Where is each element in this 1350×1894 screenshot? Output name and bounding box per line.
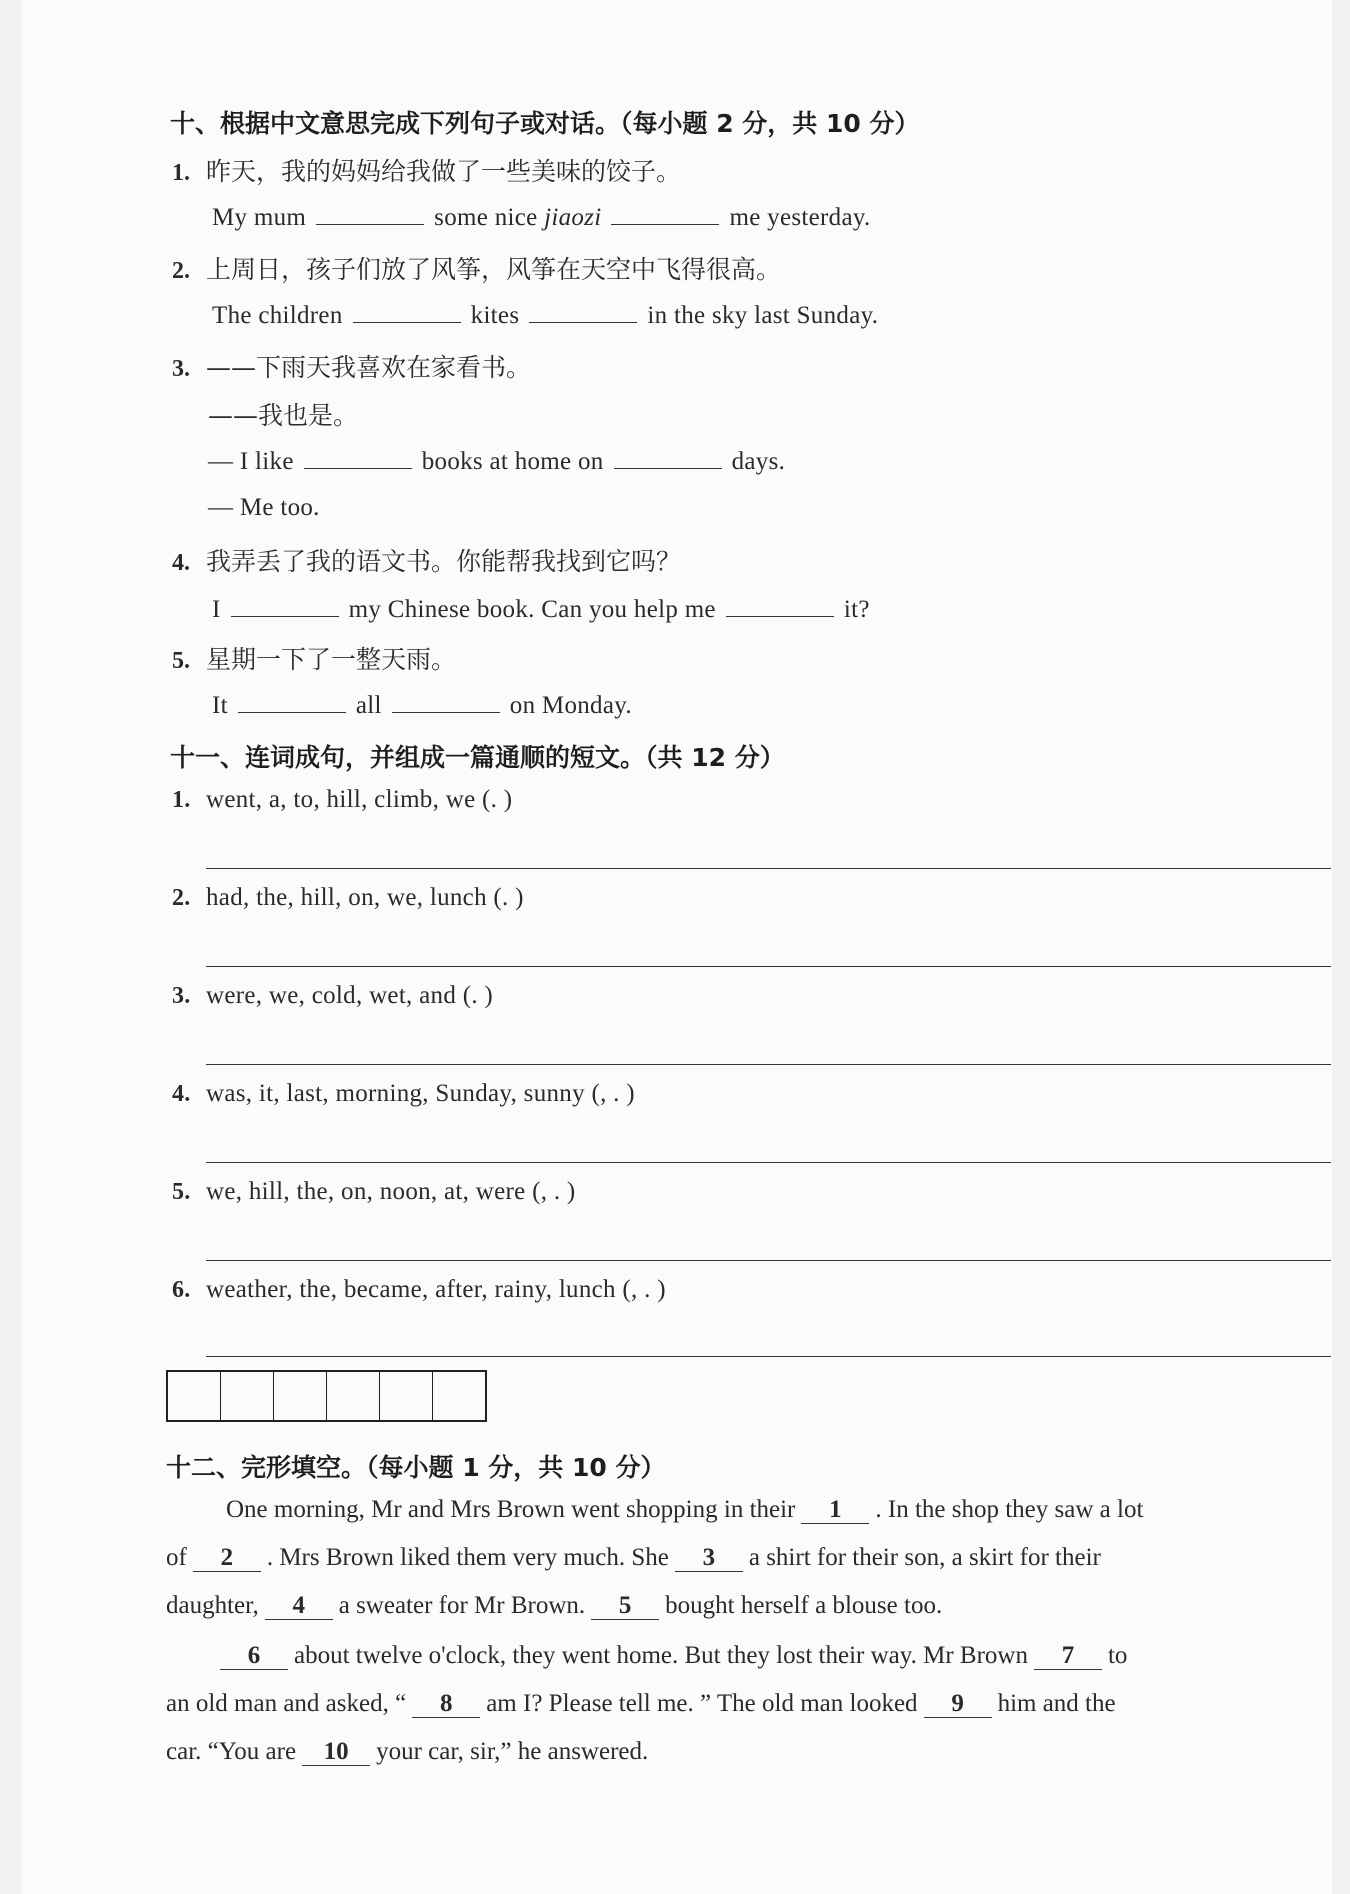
- text: bought herself a blouse too.: [665, 1592, 943, 1619]
- s11-q4-answer-line[interactable]: [206, 1162, 1331, 1163]
- s11-q5-answer-line[interactable]: [206, 1260, 1331, 1261]
- s10-q1-num: 1.: [172, 160, 190, 186]
- s10-q5-num: 5.: [172, 648, 190, 674]
- text: of: [166, 1544, 187, 1571]
- cloze-blank-3[interactable]: 3: [675, 1545, 743, 1572]
- text: It: [212, 692, 228, 719]
- answer-blank[interactable]: [231, 594, 339, 617]
- cloze-blank-2[interactable]: 2: [193, 1545, 261, 1572]
- s11-q3-words: were, we, cold, wet, and (. ): [206, 982, 494, 1009]
- worksheet-page: [22, 0, 1332, 1894]
- s11-q2: [172, 884, 524, 912]
- s11-q6-words: weather, the, became, after, rainy, lunch (, . ): [206, 1276, 666, 1303]
- text: kites: [470, 302, 520, 329]
- text: jiaozi: [544, 204, 602, 231]
- s11-q6-answer-line[interactable]: [206, 1356, 1331, 1357]
- order-box[interactable]: [168, 1372, 221, 1420]
- answer-blank[interactable]: [614, 446, 722, 469]
- s11-q2-answer-line[interactable]: [206, 966, 1331, 967]
- order-box[interactable]: [327, 1372, 380, 1420]
- cloze-blank-9[interactable]: 9: [924, 1691, 992, 1718]
- cloze-line-3: [166, 1592, 1332, 1620]
- section-10-title: 十、根据中文意思完成下列句子或对话。（每小题 2 分，共 10 分）: [170, 109, 920, 138]
- answer-blank[interactable]: [529, 300, 637, 323]
- s11-q1: [172, 786, 512, 814]
- s10-q5-chinese: 星期一下了一整天雨。: [206, 645, 457, 674]
- section-12-title: 十二、完形填空。（每小题 1 分，共 10 分）: [166, 1453, 666, 1482]
- text: to: [1107, 1642, 1128, 1669]
- text: a shirt for their son, a skirt for their: [748, 1544, 1101, 1571]
- s11-q5: [172, 1178, 576, 1206]
- cloze-blank-7[interactable]: 7: [1034, 1643, 1102, 1670]
- text: in the sky last Sunday.: [647, 302, 879, 329]
- s11-q2-num: 2.: [172, 885, 191, 911]
- text: My mum: [212, 204, 307, 231]
- text: car. “You are: [166, 1738, 297, 1765]
- s10-q4-chinese: 我弄丢了我的语文书。你能帮我找到它吗？: [206, 547, 682, 576]
- text: him and the: [997, 1690, 1116, 1717]
- text: me yesterday.: [729, 204, 871, 231]
- s11-q1-num: 1.: [172, 787, 191, 813]
- answer-blank[interactable]: [611, 202, 719, 225]
- s11-q4-num: 4.: [172, 1081, 191, 1107]
- s10-q1-chinese: 昨天，我的妈妈给我做了一些美味的饺子。: [206, 157, 682, 186]
- s10-q3-zh: [172, 348, 531, 384]
- s11-q1-answer-line[interactable]: [206, 868, 1331, 869]
- s10-q5-zh: [172, 640, 456, 676]
- text: I: [212, 596, 221, 623]
- text: . Mrs Brown liked them very much. She: [266, 1544, 669, 1571]
- s11-q3: [172, 982, 493, 1010]
- text: One morning, Mr and Mrs Brown went shopping in their: [226, 1496, 796, 1523]
- cloze-blank-10[interactable]: 10: [302, 1739, 370, 1766]
- s11-q4-words: was, it, last, morning, Sunday, sunny (, . ): [206, 1080, 635, 1107]
- cloze-blank-8[interactable]: 8: [412, 1691, 480, 1718]
- answer-blank[interactable]: [238, 690, 346, 713]
- cloze-blank-4[interactable]: 4: [265, 1593, 333, 1620]
- text: days.: [731, 448, 786, 475]
- s11-q1-words: went, a, to, hill, climb, we (. ): [206, 786, 513, 813]
- text: am I? Please tell me. ” The old man looked: [486, 1690, 918, 1717]
- answer-blank[interactable]: [726, 594, 834, 617]
- s10-q5-en: [212, 690, 632, 720]
- text: it?: [843, 596, 870, 623]
- section-11-title: 十一、连词成句，并组成一篇通顺的短文。（共 12 分）: [170, 743, 785, 772]
- order-box[interactable]: [221, 1372, 274, 1420]
- s11-q3-num: 3.: [172, 983, 191, 1009]
- s11-q6-num: 6.: [172, 1277, 191, 1303]
- s11-q3-answer-line[interactable]: [206, 1064, 1331, 1065]
- order-box[interactable]: [274, 1372, 327, 1420]
- answer-order-boxes: [166, 1370, 487, 1422]
- text: . In the shop they saw a lot: [875, 1496, 1144, 1523]
- cloze-blank-6[interactable]: 6: [220, 1643, 288, 1670]
- s11-q4: [172, 1080, 635, 1108]
- order-box[interactable]: [380, 1372, 433, 1420]
- s11-q5-num: 5.: [172, 1179, 191, 1205]
- s10-q3-chinese: ——下雨天我喜欢在家看书。: [206, 353, 532, 382]
- text: my Chinese book. Can you help me: [348, 596, 716, 623]
- cloze-line-4: [220, 1642, 1350, 1670]
- text: daughter,: [166, 1592, 259, 1619]
- text: all: [355, 692, 382, 719]
- text: on Monday.: [509, 692, 632, 719]
- order-box[interactable]: [433, 1372, 485, 1420]
- s11-q6: [172, 1276, 666, 1304]
- answer-blank[interactable]: [304, 446, 412, 469]
- s10-q3-en: [208, 446, 785, 476]
- s10-q2-zh: [172, 250, 781, 286]
- answer-blank[interactable]: [392, 690, 500, 713]
- cloze-blank-5[interactable]: 5: [591, 1593, 659, 1620]
- s10-q3-num: 3.: [172, 356, 190, 382]
- s10-q4-en: [212, 594, 870, 624]
- text: about twelve o'clock, they went home. But they lost their way. Mr Brown: [294, 1642, 1028, 1669]
- s10-q2-chinese: 上周日，孩子们放了风筝，风筝在天空中飞得很高。: [206, 255, 782, 284]
- cloze-line-6: [166, 1738, 1332, 1766]
- s10-q4-num: 4.: [172, 550, 190, 576]
- text: some nice: [434, 204, 545, 231]
- cloze-blank-1[interactable]: 1: [801, 1497, 869, 1524]
- s10-q2-en: [212, 300, 878, 330]
- text: an old man and asked, “: [166, 1690, 407, 1717]
- s10-q1-zh: [172, 152, 681, 188]
- s11-q5-words: we, hill, the, on, noon, at, were (, . ): [206, 1178, 576, 1205]
- text: a sweater for Mr Brown.: [338, 1592, 586, 1619]
- answer-blank[interactable]: [316, 202, 424, 225]
- text: your car, sir,” he answered.: [376, 1738, 649, 1765]
- s10-q3-en2: — Me too.: [208, 494, 320, 521]
- s10-q3-zh2: ——我也是。: [208, 401, 359, 430]
- s11-q2-words: had, the, hill, on, we, lunch (. ): [206, 884, 524, 911]
- cloze-line-2: [166, 1544, 1332, 1572]
- cloze-line-1: [226, 1496, 1350, 1524]
- text: The children: [212, 302, 343, 329]
- answer-blank[interactable]: [353, 300, 461, 323]
- cloze-line-5: [166, 1690, 1332, 1718]
- text: — I like: [208, 448, 294, 475]
- text: books at home on: [421, 448, 604, 475]
- s10-q4-zh: [172, 542, 681, 578]
- s10-q2-num: 2.: [172, 258, 190, 284]
- s10-q1-en: [212, 202, 871, 232]
